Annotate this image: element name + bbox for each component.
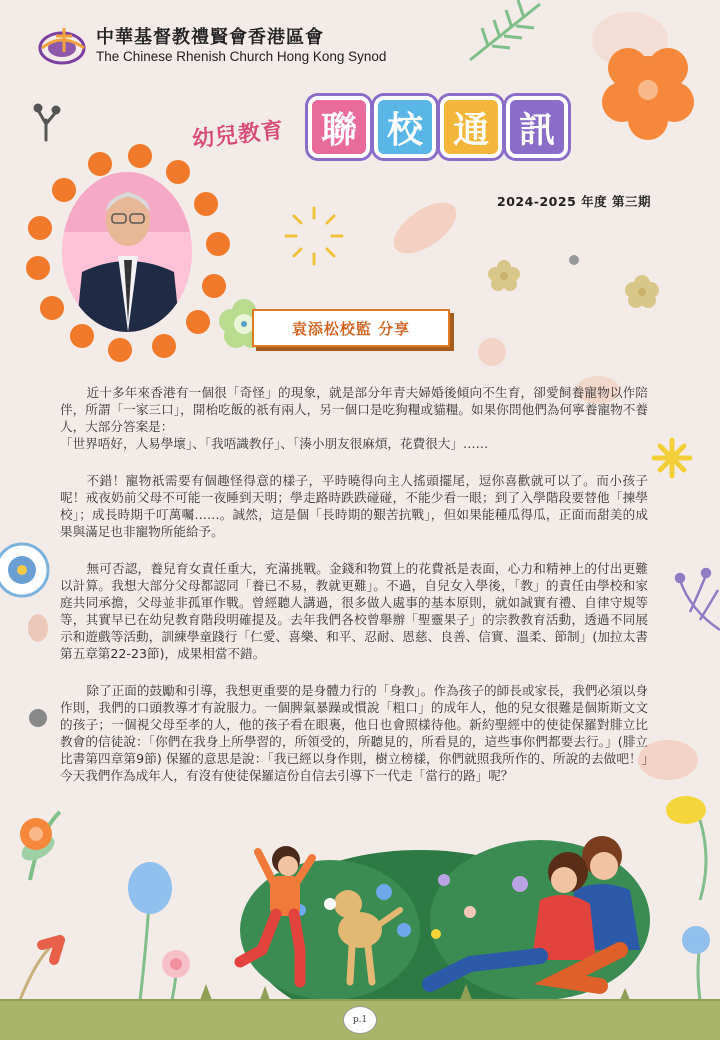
bottom-right-flowers-decor xyxy=(638,740,710,1000)
speaker-photo xyxy=(62,172,192,332)
article-paragraph: 不錯！寵物祇需要有個趣怪得意的樣子，平時曉得向主人搖頭擺尾，逗你喜歡就可以了。而小孩子呢！戒夜奶前父母不可能一夜睡到天明；學走路時跌跌碰碰，不能少看一眼；到了入學階段要替他「揀學校」；成長時期千叮萬囑……。誠然，這是個「長時期的艱苦抗戰」，但如果能種瓜得瓜，正面而甜美的成果與滿足也非寵物所能給予。 xyxy=(60,473,648,539)
article-paragraph: 近十多年來香港有一個很「奇怪」的現象，就是部分年青夫婦婚後傾向不生育，卻愛飼養寵物以作陪伴，所謂「一家三口」，開枱吃飯的祇有兩人，另一個口是吃狗糧或貓糧。如果你問他們為何寧養寵物不養人，大部分答案是： xyxy=(60,385,648,434)
title-char-4: 訊 xyxy=(506,96,568,158)
org-header xyxy=(36,26,386,66)
purple-sprig-decor xyxy=(676,569,720,630)
article-body xyxy=(60,384,648,804)
portrait-image xyxy=(62,172,192,332)
article-paragraph: 除了正面的鼓勵和引導，我想更重要的是身體力行的「身教」。作為孩子的師長或家長，我們必須以身作則，我們的口頭教導才有說服力。一個脾氣暴躁或慣說「粗口」的成年人，他的兒女很難是個斯斯文文的孩子；一個視父母至孝的人，他的孩子看在眼裏，他日也會照樣待他。新約聖經中的使徒保羅對腓立比教會的信徒說：「你們在我身上所學習的，所領受的，所聽見的，所看見的，這些事你們都要去行。」(腓立比書第四章第9節) 保羅的意思是說：「我已經以身作則，樹立榜樣，你們就照我所作的、所說的去做吧！」今天我們作為成年人，有沒有使徒保羅這份自信去引導下一代走「當行的路」呢？ xyxy=(60,683,648,783)
bottom-left-flowers-decor xyxy=(17,812,190,1000)
beige-flower-decor xyxy=(625,275,659,308)
yellow-star-flower-decor xyxy=(654,440,690,476)
leaf-sprig-decor xyxy=(470,0,540,60)
title-char-3: 通 xyxy=(440,96,502,158)
speaker-label: 袁添松校監 分享 xyxy=(252,309,450,347)
title-char-1: 聯 xyxy=(308,96,370,158)
church-logo xyxy=(36,26,90,66)
issue-label: 2024-2025 年度 第三期 xyxy=(497,194,651,209)
title-char-2: 校 xyxy=(374,96,436,158)
beige-flower-decor xyxy=(488,260,520,291)
newsletter-title xyxy=(308,96,568,158)
early-education-subtitle: 幼兒教育 xyxy=(191,118,286,153)
article-quote: 「世界唔好，人易學壞」、「我唔識教仔」、「湊小朋友很麻煩，花費很大」…… xyxy=(60,436,489,451)
twig-decor xyxy=(35,105,59,140)
org-name-chinese: 中華基督教禮賢會香港區會 xyxy=(96,26,324,48)
orange-flower-decor xyxy=(602,48,694,140)
blue-flower-decor xyxy=(0,544,48,596)
page-number: p.1 xyxy=(343,1006,377,1034)
article-paragraph: 無可否認，養兒育女責任重大，充滿挑戰。金錢和物質上的花費祇是表面，心力和精神上的付出更難以計算。我想大部分父母都認同「養已不易，教就更難」。不過，自兒女入學後，「教」的責任由學校和家庭共同承擔，父母並非孤軍作戰。曾經聽人講過，很多做人處事的基本原則，就如誠實有禮、自律守規等等，其實早已在幼兒教育階段明確提及。去年我們各校曾舉辦「聖靈果子」的宗教教育活動，透過不同展示和遊戲等活動，訓練學童踐行「仁愛、喜樂、和平、忍耐、恩慈、良善、信實、溫柔、節制」(加拉太書第五章第22-23節)，成果相當不錯。 xyxy=(60,561,648,661)
org-name-english: The Chinese Rhenish Church Hong Kong Synod xyxy=(96,48,387,64)
sunburst-decor xyxy=(286,208,342,264)
